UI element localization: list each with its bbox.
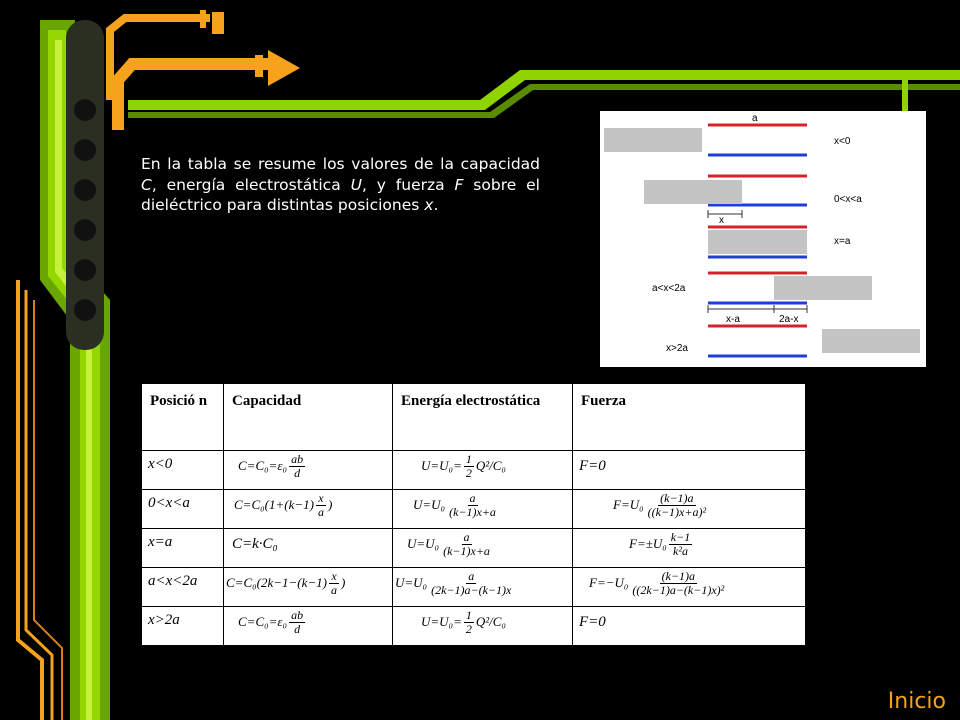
dim-label-2a-minus-x: 2a-x: [779, 314, 799, 325]
cell-force: F=±U₀ $\frac{k-1}{\text{k²a}}$: [573, 529, 806, 568]
cell-energy: U=U₀ $\frac{a}{(2k-1)a-(k-1)x}$: [393, 568, 573, 607]
dielectric-slab: [822, 329, 920, 353]
table-row: [142, 568, 806, 607]
table-row: [142, 529, 806, 568]
results-table: [141, 383, 806, 646]
case-label: x<0: [834, 136, 851, 147]
cell-force: F=0: [573, 607, 806, 646]
cell-energy: U=U₀= $\frac{1}{2}$ Q²/C₀: [393, 607, 573, 646]
cell-position: x>2a: [142, 607, 224, 646]
table-row: [142, 490, 806, 529]
header-energia: Energía electrostática: [393, 384, 573, 451]
case-label: x=a: [834, 236, 851, 247]
dim-label-x: x: [719, 215, 724, 226]
cell-position: x<0: [142, 451, 224, 490]
cell-force: F=U₀ $\frac{(k-1)a}{\text{((k−1)x+a)²}}$: [573, 490, 806, 529]
cell-capacity: C=C₀=ε₀ $\frac{ab}{d}$: [224, 451, 393, 490]
case-label: 0<x<a: [834, 194, 862, 205]
header-posicion: Posició n: [142, 384, 224, 451]
table-header-row: [142, 384, 806, 451]
cell-capacity: C=C₀(2k−1−(k−1) $\frac{x}{a}$ ): [224, 568, 393, 607]
cell-position: a<x<2a: [142, 568, 224, 607]
table-row: [142, 451, 806, 490]
cell-energy: U=U₀ $\frac{a}{(k-1)x+a}$: [393, 490, 573, 529]
dielectric-slab: [774, 276, 872, 300]
table-row: [142, 607, 806, 646]
case-label: x>2a: [666, 343, 688, 354]
cell-force: F=0: [573, 451, 806, 490]
cell-capacity: C=k·C₀: [224, 529, 393, 568]
dielectric-slab: [708, 230, 807, 254]
cell-force: F=−U₀ $\frac{(k-1)a}{\text{((2k−1)a−(k−1)x)²}}$: [573, 568, 806, 607]
figure-top-label: a: [752, 113, 758, 124]
cell-position: x=a: [142, 529, 224, 568]
dielectric-slab: [644, 180, 742, 204]
intro-paragraph: En la tabla se resume los valores de la capacidad C, energía electrostática U, y fuerza F sobre el dieléctrico para distintas posiciones x.: [141, 155, 540, 214]
cell-position: 0<x<a: [142, 490, 224, 529]
dim-label-x-minus-a: x-a: [726, 314, 740, 325]
capacitor-diagram: [600, 111, 926, 367]
cell-capacity: C=C₀=ε₀ $\frac{ab}{d}$: [224, 607, 393, 646]
cell-capacity: C=C₀(1+(k−1) $\frac{x}{a}$ ): [224, 490, 393, 529]
cell-energy: U=U₀= $\frac{1}{2}$ Q²/C₀: [393, 451, 573, 490]
dielectric-slab: [604, 128, 702, 152]
inicio-link[interactable]: Inicio: [887, 689, 946, 714]
case-label: a<x<2a: [652, 283, 686, 294]
cell-energy: U=U₀ $\frac{a}{(k-1)x+a}$: [393, 529, 573, 568]
header-capacidad: Capacidad: [224, 384, 393, 451]
header-fuerza: Fuerza: [573, 384, 806, 451]
